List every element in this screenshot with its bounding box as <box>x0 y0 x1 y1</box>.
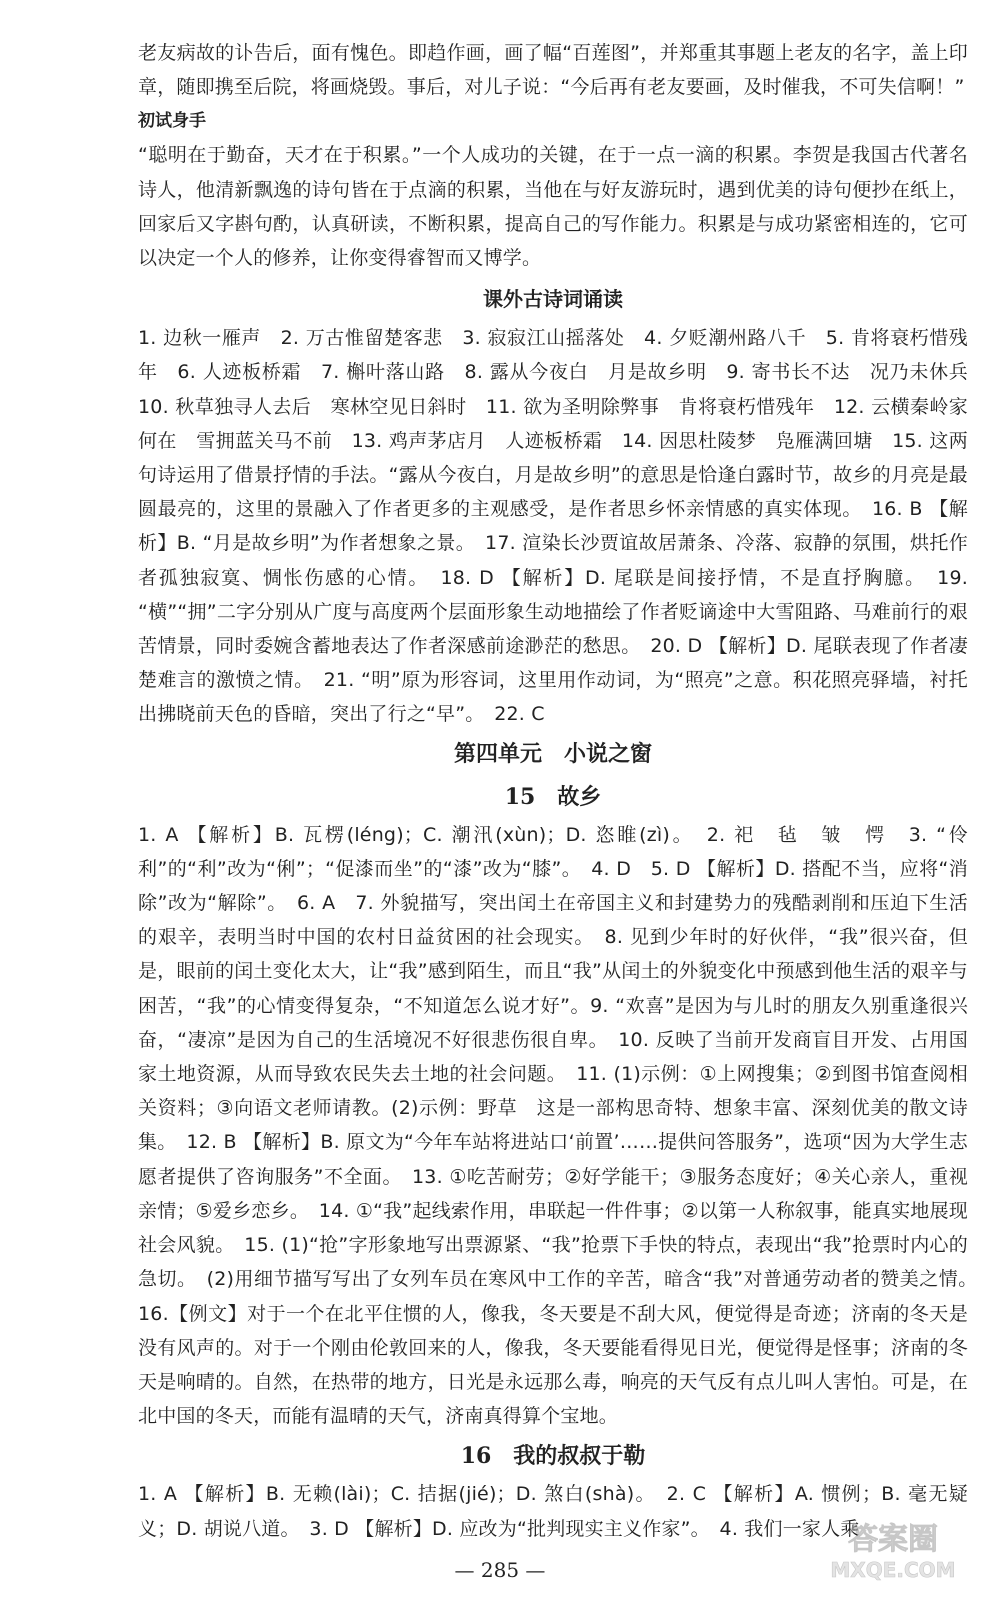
trial-answer-text: “聪明在于勤奋，天才在于积累。”一个人成功的关键，在于一点一滴的积累。李贺是我国古代著名诗人，他清新飘逸的诗句皆在于点滴的积累，当他在与好友游玩时，遇到优美的诗句便抄在纸上，回家后又字斟句酌，认真研读，不断积累，提高自己的写作能力。积累是与成功紧密相连的，它可以决定一个人的修养，让你变得睿智而又博学。 <box>138 144 968 270</box>
trial-heading: 初试身手 <box>138 111 206 132</box>
lesson-16-answers: 1. A 【解析】B. 无赖(lài)；C. 拮据(jié)；D. 煞白(shà)。 2. C 【解析】A. 惯例；B. 毫无疑义；D. 胡说八道。 3. D 【解析】D. 应改为“批判现实主义作家”。 4. 我们一家人乘 <box>138 1483 968 1540</box>
lesson-15-title: 15 故乡 <box>504 783 602 810</box>
watermark-logo <box>804 1515 982 1585</box>
watermark-top-text: 答案圈 <box>848 1522 938 1557</box>
lesson-15-answers: 1. A 【解析】B. 瓦楞(léng)；C. 潮汛(xùn)；D. 恣睢(zì)。 2. 祀 毡 皱 愕 3. “伶利”的“利”改为“俐”；“促漆而坐”的“漆”改为“膝”。 4. D 5. D 【解析】D. 搭配不当，应将“消除”改为“解除”。 6. A 7. 外貌描写，突出闰土在帝国主义和封建势力的残酷剥削和压迫下生活的艰辛，表明当时中国的农村日益贫困的社会现实。 8. 见到少年时的好伙伴，“我”很兴奋，但是，眼前的闰土变化太大，让“我”感到陌生，而且“我”从闰土的外貌变化中预感到他生活的艰辛与困苦，“我”的心情变得复杂，“不知道怎么说才好”。9. “欢喜”是因为与儿时的朋友久别重逢很兴奋，“凄凉”是因为自己的生活境况不好很悲伤很自卑。 10. 反映了当前开发商盲目开发、占用国家土地资源，从而导致农民失去土地的社会问题。 11. (1)示例：①上网搜集；②到图书馆查阅相关资料；③向语文老师请教。(2)示例：野草 这是一部构思奇特、想象丰富、深刻优美的散文诗集。 12. B 【解析】B. 原文为“今年车站将进站口‘前置’……提供问答服务”，选项“因为大学生志愿者提供了咨询服务”不全面。 13. ①吃苦耐劳；②好学能干；③服务态度好；④关心亲人，重视亲情；⑤爱乡恋乡。 14. ①“我”起线索作用，串联起一件件事；②以第一人称叙事，能真实地展现社会风貌。 15. (1)“抢”字形象地写出票源紧、“我”抢票下手快的特点，表现出“我”抢票时内心的急切。 (2)用细节描写写出了女列车员在寒风中工作的辛苦，暗含“我”对普通劳动者的赞美之情。 16.【例文】对于一个在北平住惯的人，像我，冬天要是不刮大风，便觉得是奇迹；济南的冬天是没有风声的。对于一个刚由伦敦回来的人，像我，冬天要能看得见日光，便觉得是怪事；济南的冬天是响晴的。自然，在热带的地方，日光是永远那么毒，响亮的天气反有点儿叫人害怕。可是，在北中国的冬天，而能有温晴的天气，济南真得算个宝地。 <box>138 823 988 1428</box>
lesson-16-title: 16 我的叔叔于勒 <box>460 1443 646 1470</box>
page-content <box>138 36 988 1546</box>
watermark-bottom-text: MXQE.COM <box>830 1558 956 1582</box>
poetry-section-title: 课外古诗词诵读 <box>483 287 623 312</box>
unit-title: 第四单元 小说之窗 <box>453 740 652 767</box>
intro-paragraph: 老友病故的讣告后，面有愧色。即趋作画，画了幅“百莲图”，并郑重其事题上老友的名字，盖上印章，随即携至后院，将画烧毁。事后，对儿子说：“今后再有老友要画，及时催我，不可失信啊！” <box>138 42 968 99</box>
page-number: — 285 — <box>454 1558 546 1582</box>
poetry-answers: 1. 边秋一雁声 2. 万古惟留楚客悲 3. 寂寂江山摇落处 4. 夕贬潮州路八千 5. 肯将衰朽惜残年 6. 人迹板桥霜 7. 槲叶落山路 8. 露从今夜白 月是故乡明 9. 寄书长不达 况乃未休兵 10. 秋草独寻人去后 寒林空见日斜时 11. 欲为圣明除弊事 肯将衰朽惜残年 12. 云横秦岭家何在 雪拥蓝关马不前 13. 鸡声茅店月 人迹板桥霜 14. 因思杜陵梦 凫雁满回塘 15. 这两句诗运用了借景抒情的手法。“露从今夜白，月是故乡明”的意思是恰逢白露时节，故乡的月亮是最圆最亮的，这里的景融入了作者更多的主观感受，是作者思乡怀亲情感的真实体现。 16. B 【解析】B. “月是故乡明”为作者想象之景。 17. 渲染长沙贾谊故居萧条、冷落、寂静的氛围，烘托作者孤独寂寞、惆怅伤感的心情。 18. D 【解析】D. 尾联是间接抒情，不是直抒胸臆。 19. “横”“拥”二字分别从广度与高度两个层面形象生动地描绘了作者贬谪途中大雪阻路、马难前行的艰苦情景，同时委婉含蓄地表达了作者深感前途渺茫的愁思。 20. D 【解析】D. 尾联表现了作者凄楚难言的激愤之情。 21. “明”原为形容词，这里用作动词，为“照亮”之意。积花照亮驿墙，衬托出拂晓前天色的昏暗，突出了行之“早”。 22. C <box>138 327 988 726</box>
